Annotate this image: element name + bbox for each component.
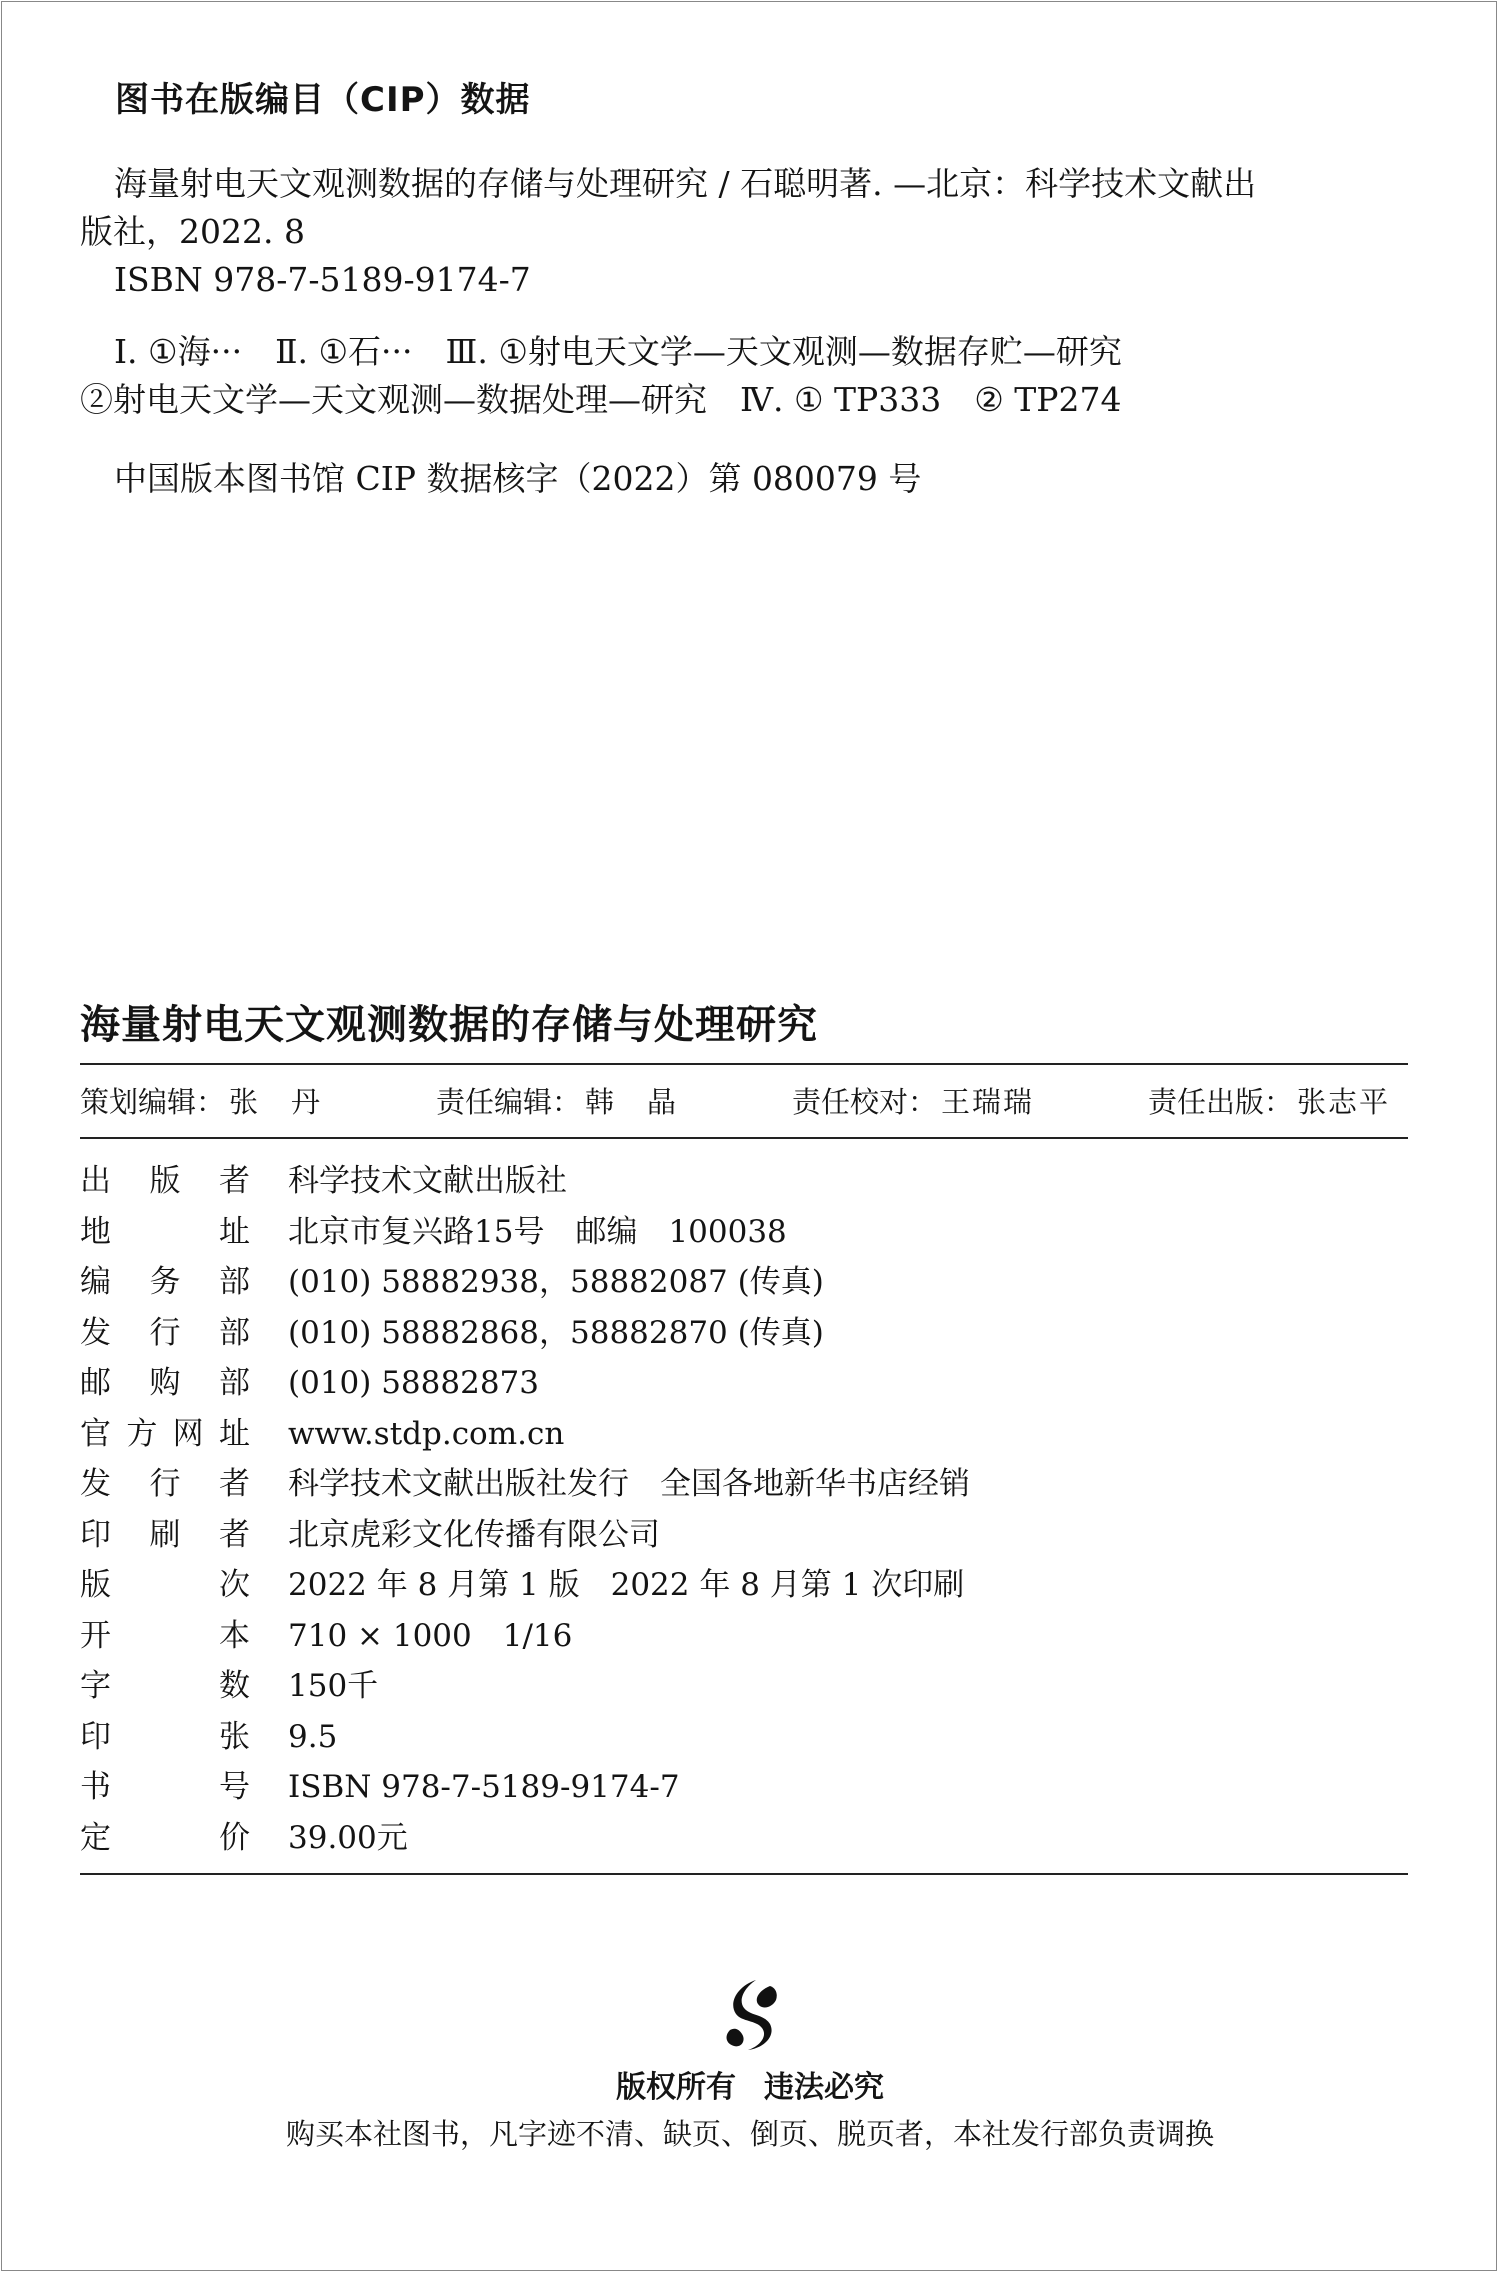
rights-left: 版权所有 (616, 2070, 736, 2105)
imprint-value: (010) 58882938，58882087 (传真) (288, 1264, 824, 1300)
staff-value: 王瑞瑞 (941, 1085, 1035, 1119)
imprint-label (80, 1156, 250, 1207)
imprint-label-char: 出 (80, 1163, 111, 1199)
staff-row (80, 1080, 1408, 1128)
staff-value: 韩 晶 (585, 1085, 679, 1119)
imprint-label-char: 行 (149, 1466, 181, 1502)
book-title: 海量射电天文观测数据的存储与处理研究 (80, 1002, 818, 1048)
cip-subjects (80, 328, 1410, 424)
imprint-value: (010) 58882868，58882870 (传真) (288, 1314, 824, 1351)
imprint-row (80, 1661, 1408, 1712)
imprint-label (80, 1207, 250, 1258)
imprint-row (80, 1762, 1408, 1813)
exchange-notice: 购买本社图书，凡字迹不清、缺页、倒页、脱页者，本社发行部负责调换 (285, 2117, 1214, 2151)
imprint-value: ISBN 978-7-5189-9174-7 (288, 1769, 680, 1805)
imprint-label (80, 1257, 250, 1308)
imprint-label-char: 者 (219, 1466, 250, 1502)
imprint-value: 39.00元 (288, 1819, 408, 1856)
staff-responsible-editor (436, 1080, 678, 1121)
imprint-label-char: 定 (80, 1819, 111, 1856)
imprint-row (80, 1409, 1408, 1460)
imprint-label-char: 发 (80, 1466, 111, 1502)
imprint-row (80, 1560, 1408, 1611)
imprint-label-char: 邮 (80, 1365, 111, 1401)
imprint-value: 科学技术文献出版社发行 全国各地新华书店经销 (288, 1466, 970, 1502)
imprint-row (80, 1611, 1408, 1662)
imprint-row (80, 1358, 1408, 1409)
imprint-label-char: 价 (219, 1819, 250, 1856)
imprint-label-char: 本 (219, 1617, 250, 1654)
imprint-value: 2022 年 8 月第 1 版 2022 年 8 月第 1 次印刷 (288, 1567, 965, 1603)
imprint-label-char: 部 (219, 1365, 250, 1401)
imprint-label (80, 1712, 250, 1763)
imprint-label-char: 购 (149, 1365, 181, 1401)
staff-production (1148, 1080, 1390, 1121)
imprint-label (80, 1762, 250, 1813)
staff-value: 张 丹 (229, 1085, 323, 1119)
publisher-logo (712, 1976, 788, 2054)
staff-label: 责任校对： (792, 1085, 938, 1119)
imprint-value: (010) 58882873 (288, 1365, 539, 1401)
imprint-row (80, 1308, 1408, 1359)
imprint-row (80, 1510, 1408, 1561)
staff-planning-editor (80, 1080, 322, 1121)
imprint-label-char: 址 (218, 1415, 250, 1452)
imprint-label-char: 行 (149, 1314, 181, 1351)
cip-subjects-line-1: Ⅰ. ①海··· Ⅱ. ①石··· Ⅲ. ①射电天文学—天文观测—数据存贮—研究 (114, 332, 1122, 371)
imprint-label-char: 号 (219, 1769, 250, 1805)
imprint-value: 北京虎彩文化传播有限公司 (288, 1516, 660, 1553)
cip-citation-line-1: 海量射电天文观测数据的存储与处理研究 / 石聪明著. —北京：科学技术文献出 (114, 164, 1257, 203)
imprint-label-char: 者 (219, 1163, 250, 1199)
imprint-label-char: 发 (80, 1314, 111, 1351)
staff-label: 责任编辑： (436, 1085, 582, 1119)
imprint-label (80, 1611, 250, 1662)
cip-citation (80, 160, 1410, 256)
imprint-rule (80, 1873, 1408, 1875)
imprint-row (80, 1813, 1408, 1864)
imprint-row (80, 1156, 1408, 1207)
cip-heading: 图书在版编目（CIP）数据 (115, 80, 531, 120)
imprint-label-char: 网 (172, 1415, 204, 1452)
imprint-label-char: 开 (80, 1617, 111, 1654)
imprint-label-char: 数 (219, 1668, 250, 1704)
imprint-label-char: 刷 (149, 1516, 181, 1553)
imprint-label-char: 印 (80, 1718, 111, 1755)
cip-isbn: ISBN 978-7-5189-9174-7 (114, 260, 531, 299)
imprint-label (80, 1813, 250, 1864)
imprint-label-char: 编 (80, 1264, 111, 1300)
imprint-label-char: 印 (80, 1516, 111, 1553)
imprint-label (80, 1409, 250, 1460)
imprint-label (80, 1358, 250, 1409)
imprint-label-char: 地 (80, 1213, 111, 1250)
imprint-table (80, 1156, 1408, 1863)
staff-rule (80, 1137, 1408, 1139)
imprint-label (80, 1510, 250, 1561)
staff-label: 责任出版： (1148, 1085, 1294, 1119)
rights-right: 违法必究 (764, 2070, 884, 2105)
imprint-label-char: 版 (149, 1163, 181, 1199)
imprint-value: 科学技术文献出版社 (288, 1163, 567, 1199)
imprint-label (80, 1308, 250, 1359)
imprint-value: 150千 (288, 1668, 379, 1704)
imprint-value: www.stdp.com.cn (288, 1415, 565, 1452)
staff-proofreader (792, 1080, 1034, 1121)
imprint-label-char: 方 (126, 1415, 158, 1452)
rights-notice (0, 2062, 1500, 2106)
imprint-row (80, 1207, 1408, 1258)
imprint-label-char: 版 (80, 1567, 111, 1603)
imprint-value: 9.5 (288, 1718, 338, 1755)
imprint-label-char: 址 (219, 1213, 250, 1250)
cip-verification: 中国版本图书馆 CIP 数据核字（2022）第 080079 号 (114, 459, 922, 498)
imprint-row (80, 1257, 1408, 1308)
imprint-value: 北京市复兴路15号 邮编 100038 (288, 1213, 787, 1250)
imprint-label-char: 者 (219, 1516, 250, 1553)
staff-value: 张志平 (1297, 1085, 1391, 1119)
imprint-label-char: 官 (80, 1415, 111, 1452)
imprint-label-char: 次 (219, 1567, 250, 1603)
imprint-label (80, 1560, 250, 1611)
imprint-value: 710 × 1000 1/16 (288, 1617, 573, 1654)
cip-subjects-line-2: ②射电天文学—天文观测—数据处理—研究 Ⅳ. ① TP333 ② TP274 (80, 380, 1122, 419)
imprint-label-char: 字 (80, 1668, 111, 1704)
imprint-label-char: 部 (219, 1314, 250, 1351)
staff-label: 策划编辑： (80, 1085, 226, 1119)
cip-citation-line-2: 版社，2022. 8 (80, 212, 305, 251)
imprint-row (80, 1712, 1408, 1763)
imprint-label-char: 张 (219, 1718, 250, 1755)
imprint-label-char: 部 (219, 1264, 250, 1300)
imprint-label (80, 1459, 250, 1510)
imprint-label-char: 务 (149, 1264, 181, 1300)
imprint-row (80, 1459, 1408, 1510)
imprint-label (80, 1661, 250, 1712)
imprint-label-char: 书 (80, 1769, 111, 1805)
title-rule (80, 1063, 1408, 1065)
